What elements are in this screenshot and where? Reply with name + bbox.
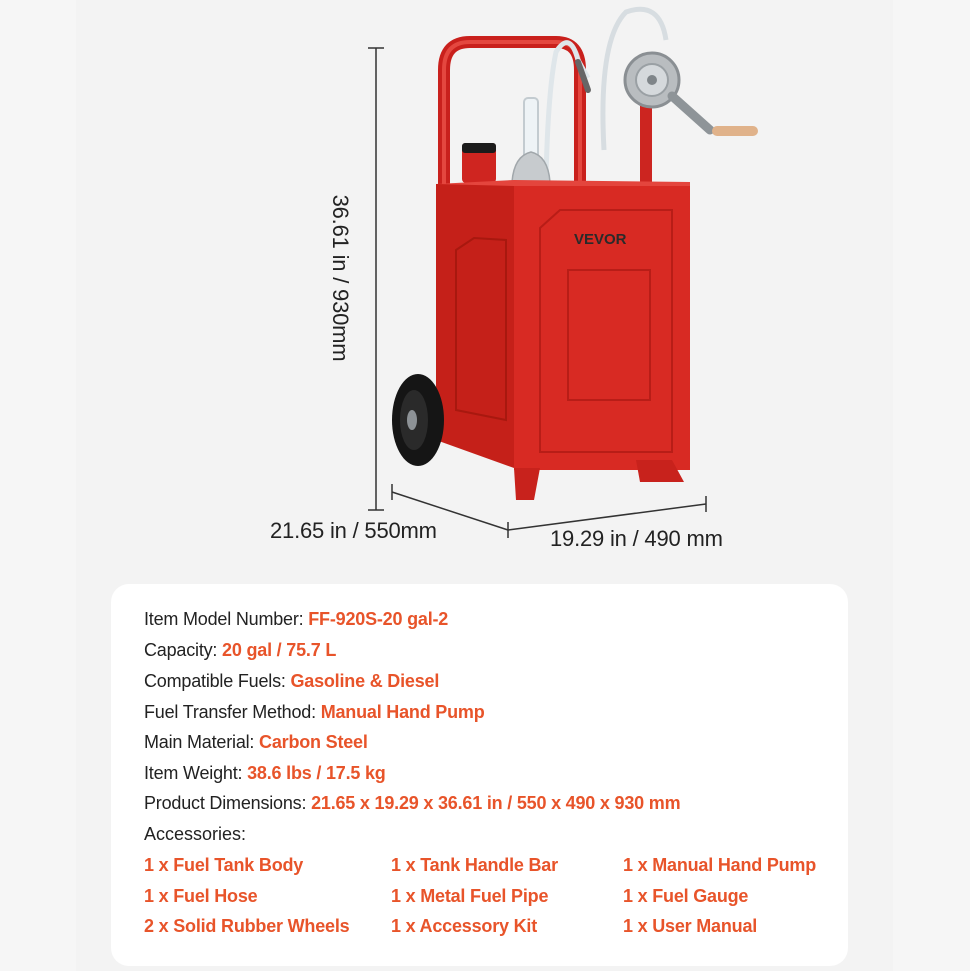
accessory-item: 1 x User Manual [623, 916, 758, 936]
accessory-item: 1 x Fuel Gauge [623, 886, 749, 906]
spec-fuels: Compatible Fuels: Gasoline & Diesel [144, 671, 440, 691]
accessories-title: Accessories: [144, 824, 247, 844]
accessory-item: 1 x Accessory Kit [391, 916, 538, 936]
fuel-tank-body [436, 180, 690, 470]
height-label: 36.61 in / 930mm [328, 194, 353, 362]
vevor-logo: VEVOR [574, 231, 627, 248]
pump-pipe [640, 96, 652, 188]
front-leg [514, 468, 540, 500]
spec-weight: Item Weight: 38.6 lbs / 17.5 kg [144, 763, 386, 783]
spec-dimensions: Product Dimensions: 21.65 x 19.29 x 36.61 in / 550 x 490 x 930 mm [144, 793, 681, 813]
spec-transfer-method: Fuel Transfer Method: Manual Hand Pump [144, 702, 485, 722]
solid-rubber-wheel-icon [392, 374, 444, 466]
accessory-item: 1 x Tank Handle Bar [391, 855, 558, 875]
accessory-item: 1 x Metal Fuel Pipe [391, 886, 549, 906]
accessory-item: 1 x Manual Hand Pump [623, 855, 817, 875]
spec-material: Main Material: Carbon Steel [144, 732, 368, 752]
accessory-item: 1 x Fuel Hose [144, 886, 258, 906]
fuel-gauge-icon [512, 98, 550, 182]
width-label: 21.65 in / 550mm [270, 518, 437, 543]
spec-model: Item Model Number: FF-920S-20 gal-2 [144, 609, 449, 629]
spec-capacity: Capacity: 20 gal / 75.7 L [144, 640, 337, 660]
depth-label: 19.29 in / 490 mm [550, 526, 723, 551]
accessory-item: 1 x Fuel Tank Body [144, 855, 304, 875]
height-dimension-line [368, 48, 384, 510]
accessory-item: 2 x Solid Rubber Wheels [144, 916, 350, 936]
